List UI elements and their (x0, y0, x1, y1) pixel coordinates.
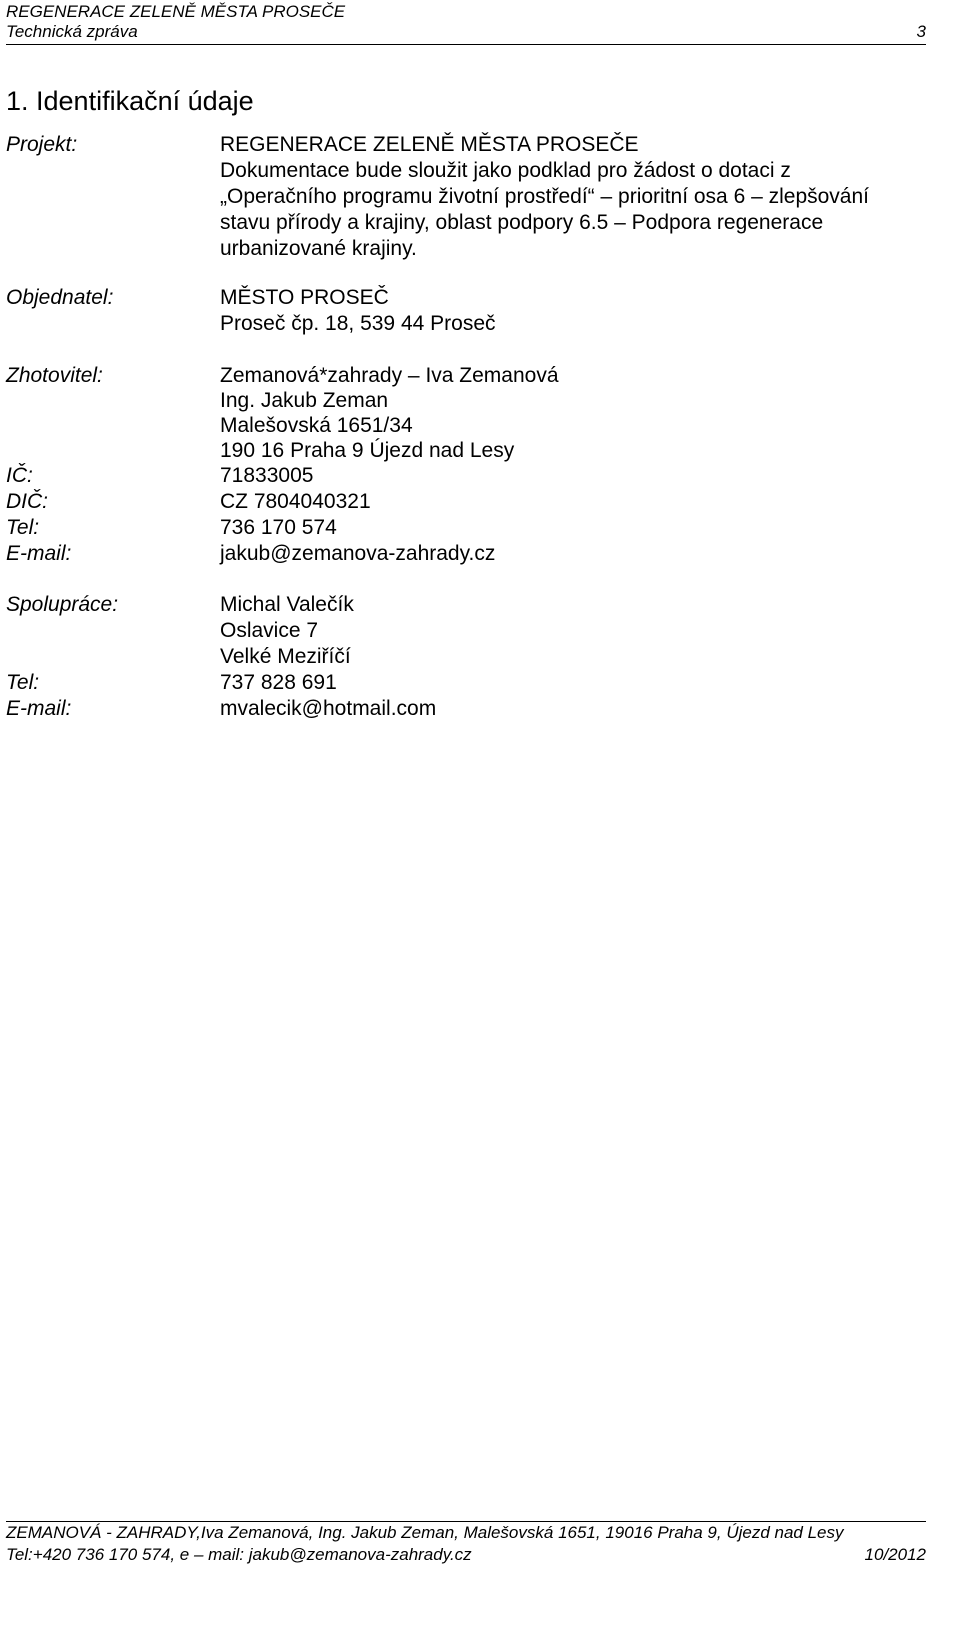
spoluprace-label: Spolupráce: (6, 593, 119, 616)
spoluprace-line: Velké Meziříčí (220, 645, 351, 668)
page-number: 3 (916, 22, 926, 41)
spoluprace-email-label: E-mail: (6, 697, 72, 720)
zhotovitel-line: Zemanová*zahrady – Iva Zemanová (220, 364, 559, 387)
projekt-label: Projekt: (6, 133, 78, 156)
tel-label: Tel: (6, 516, 40, 539)
objednatel-label: Objednatel: (6, 286, 114, 309)
objednatel-line: MĚSTO PROSEČ (220, 286, 389, 309)
ic-label: IČ: (6, 464, 33, 487)
objednatel-line: Proseč čp. 18, 539 44 Proseč (220, 312, 496, 335)
footer-contact-row (6, 1544, 926, 1565)
projekt-line: REGENERACE ZELENĚ MĚSTA PROSEČE (220, 133, 639, 156)
projekt-line: urbanizované krajiny. (220, 237, 417, 260)
spoluprace-tel-value: 737 828 691 (220, 671, 337, 694)
header-subtitle: Technická zpráva (6, 22, 138, 41)
footer-contact: Tel:+420 736 170 574, e – mail: jakub@zemanova-zahrady.cz (6, 1545, 472, 1564)
zhotovitel-line: Ing. Jakub Zeman (220, 389, 389, 412)
ic-value: 71833005 (220, 464, 314, 487)
projekt-line: Dokumentace bude sloužit jako podklad pro žádost o dotaci z (220, 159, 791, 182)
projekt-line: „Operačního programu životní prostředí“ – prioritní osa 6 – zlepšování (220, 185, 869, 208)
header-title: REGENERACE ZELENĚ MĚSTA PROSEČE (6, 2, 346, 21)
spoluprace-tel-label: Tel: (6, 671, 40, 694)
footer-address: ZEMANOVÁ - ZAHRADY,Iva Zemanová, Ing. Jakub Zeman, Malešovská 1651, 19016 Praha 9, Újezd nad Lesy (6, 1523, 844, 1542)
header-subtitle-row (6, 22, 926, 42)
spoluprace-email-value: mvalecik@hotmail.com (220, 697, 437, 720)
tel-value: 736 170 574 (220, 516, 337, 539)
section-title: 1. Identifikační údaje (6, 86, 254, 116)
zhotovitel-line: 190 16 Praha 9 Újezd nad Lesy (220, 439, 515, 462)
dic-value: CZ 7804040321 (220, 490, 371, 513)
zhotovitel-line: Malešovská 1651/34 (220, 414, 413, 437)
projekt-line: stavu přírody a krajiny, oblast podpory 6.5 – Podpora regenerace (220, 211, 824, 234)
email-label: E-mail: (6, 542, 72, 565)
email-value: jakub@zemanova-zahrady.cz (220, 542, 496, 565)
header-rule (6, 44, 926, 45)
spoluprace-line: Oslavice 7 (220, 619, 319, 642)
footer-date: 10/2012 (864, 1545, 926, 1564)
dic-label: DIČ: (6, 490, 48, 513)
spoluprace-line: Michal Valečík (220, 593, 354, 616)
zhotovitel-label: Zhotovitel: (6, 364, 103, 387)
